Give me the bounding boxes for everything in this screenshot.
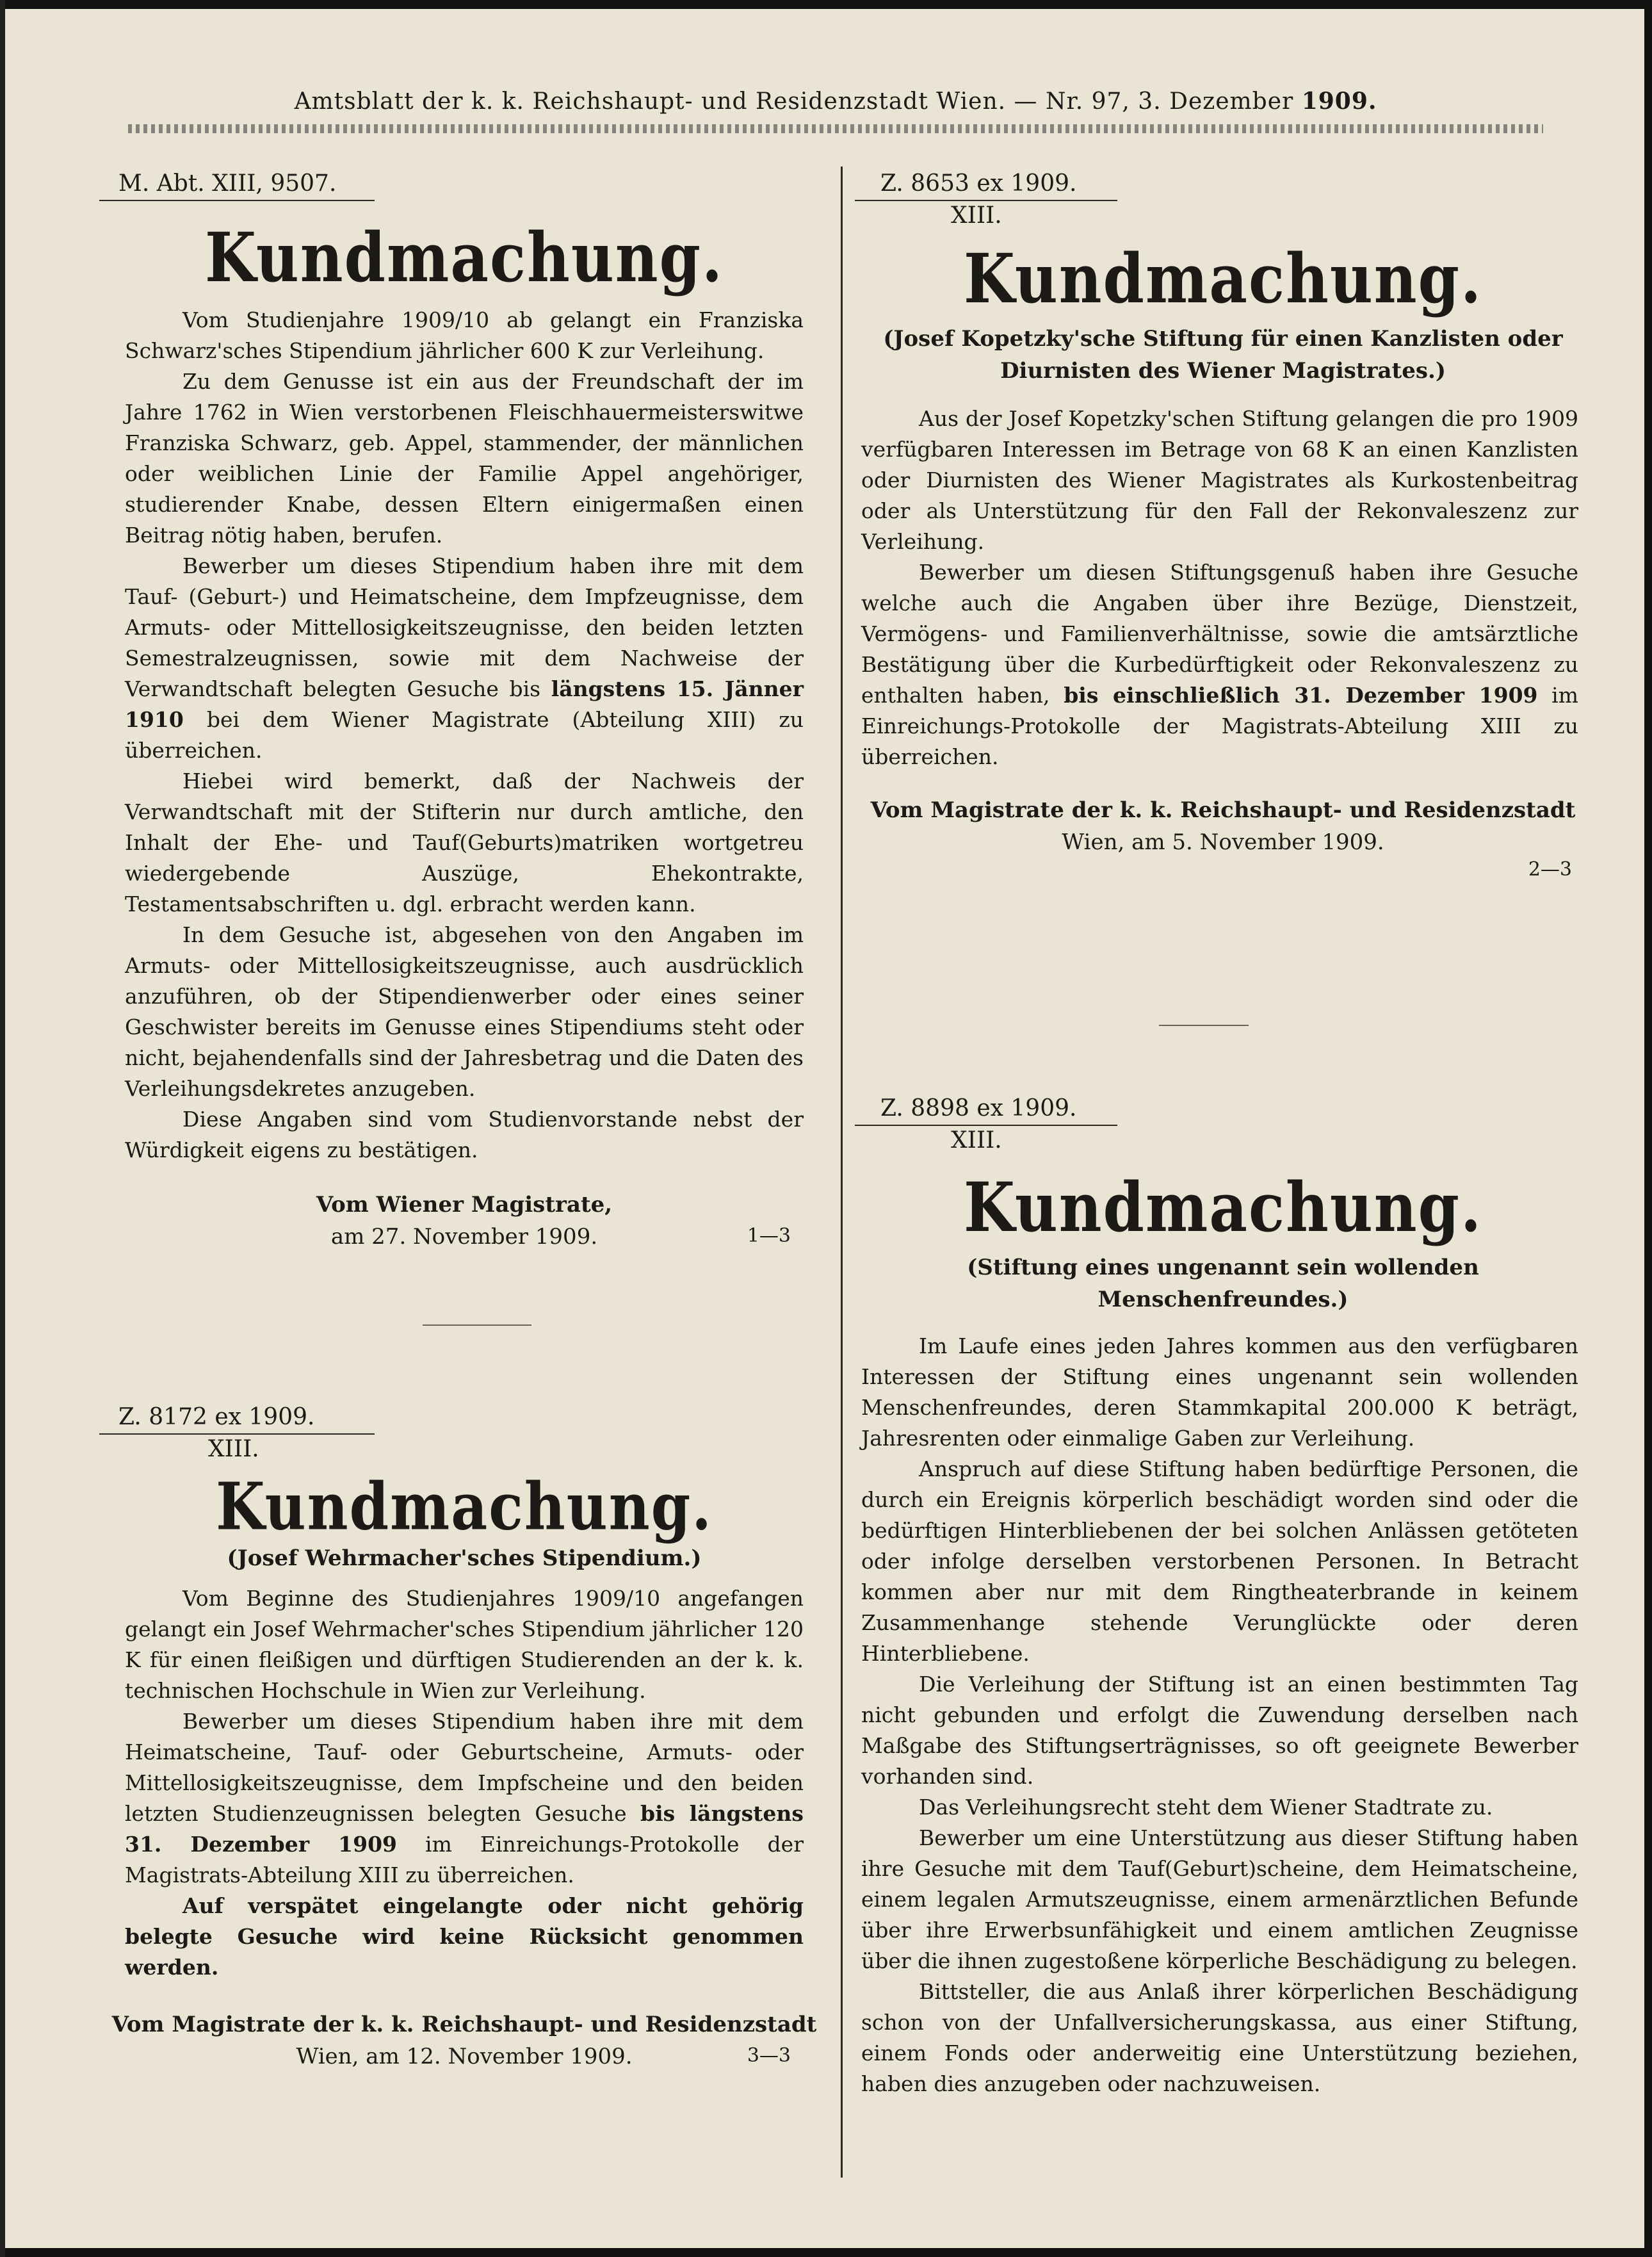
paragraph-text: Bewerber um dieses Stipendium haben ihre mit dem Heimatscheine, Tauf- oder Geburtscheine, Armuts- oder Mittellosigkeitszeugnisse, dem Impfscheine und den beiden letzten Studienzeugnissen belegten Gesuche xyxy=(125,1709,804,1826)
right-notice-1 xyxy=(855,168,1591,884)
notice-department: XIII. xyxy=(951,202,1002,229)
notice-title: Kundmachung. xyxy=(216,1468,713,1545)
notice-date: Wien, am 12. November 1909. xyxy=(296,2044,633,2069)
notice-reference: M. Abt. XIII, 9507. xyxy=(99,168,375,201)
left-notice-1 xyxy=(99,168,829,1253)
notice-department: XIII. xyxy=(208,1436,259,1462)
notice-subtitle: (Stiftung eines ungenannt sein wollenden Menschenfreundes.) xyxy=(967,1255,1479,1312)
emphasized-text: Auf verspätet eingelangte oder nicht gehörig belegte Gesuche wird keine Rücksicht genommen werden. xyxy=(125,1893,804,1980)
paragraph xyxy=(861,557,1578,772)
header-wavy-rule xyxy=(128,124,1543,133)
paragraph-text: Bewerber um dieses Stipendium haben ihre mit dem Tauf- (Geburt-) und Heimatscheine, dem Impfzeugnisse, dem Armuts- oder Mittellosigkeitszeugnisse, den beiden letzten Semestralzeugnissen, sowie mit dem Nachweise der Verwandtschaft belegten Gesuche bis xyxy=(125,553,804,701)
column-divider xyxy=(841,167,843,2178)
scan-border-bottom xyxy=(0,2248,1652,2257)
notice-sequence-number: 3—3 xyxy=(747,2044,791,2067)
paragraph: Bewerber um eine Unterstützung aus dieser Stiftung haben ihre Gesuche mit dem Tauf(Geburt)scheine, dem Heimatscheine, einem legalen Armutszeugnisse, einem armenärztlichen Befunde über ihre Erwerbsunfähigkeit und einem amtlichen Zeugnisse über die ihnen zugestoßene körperliche Beschädigung zu belegen. xyxy=(861,1825,1578,1973)
right-notice-2 xyxy=(855,1093,1591,2099)
notice-subtitle: (Josef Kopetzky'sche Stiftung für einen Kanzlisten oder Diurnisten des Wiener Magistrates.) xyxy=(883,326,1563,384)
paragraph: In dem Gesuche ist, abgesehen von den Angaben im Armuts- oder Mittellosigkeitszeugnisse, auch ausdrücklich anzuführen, ob der Stipendienwerber oder eines seiner Geschwister bereits im Genusse eines Stipendiums steht oder nicht, bejahendenfalls sind der Jahresbetrag und die Daten des Verleihungsdekretes anzugeben. xyxy=(125,922,804,1101)
emphasized-text: bis einschließlich 31. Dezember 1909 xyxy=(1064,683,1538,708)
left-notice-2 xyxy=(99,1401,829,2073)
paragraph xyxy=(125,1891,804,1983)
paragraph xyxy=(125,551,804,766)
notice-body xyxy=(855,403,1591,772)
notice-reference: Z. 8172 ex 1909. xyxy=(99,1401,375,1435)
emphasized-text: bis längstens 31. Dezember 1909 xyxy=(125,1801,804,1857)
notice-reference: Z. 8653 ex 1909. xyxy=(855,168,1117,201)
paragraph: Im Laufe eines jeden Jahres kommen aus den verfügbaren Interessen der Stiftung eines ungenannt sein wollenden Menschenfreundes, deren Stammkapital 200.000 K beträgt, Jahresrenten oder einmalige Gaben zur Verleihung. xyxy=(861,1333,1578,1451)
paragraph: Vom Beginne des Studienjahres 1909/10 angefangen gelangt ein Josef Wehrmacher'sches Stipendium jährlicher 120 K für einen fleißigen und dürftigen Studierenden an der k. k. technischen Hochschule in Wien zur Verleihung. xyxy=(125,1586,804,1703)
notice-sequence-number: 1—3 xyxy=(747,1225,791,1247)
scan-border-right xyxy=(1644,0,1652,2257)
scan-border-left xyxy=(0,0,5,2257)
paragraph-text: im Einreichungs-Protokolle der Magistrats-Abteilung XIII zu überreichen. xyxy=(861,683,1579,769)
separator-rule xyxy=(1159,1025,1249,1026)
paragraph: Aus der Josef Kopetzky'schen Stiftung gelangen die pro 1909 verfügbaren Interessen im Betrage von 68 K an einen Kanzlisten oder Diurnisten des Wiener Magistrates als Kurkostenbeitrag oder als Unterstützung für den Fall der Rekonvaleszenz zur Verleihung. xyxy=(861,406,1578,554)
scan-border-top xyxy=(0,0,1652,9)
paragraph-text: Bewerber um diesen Stiftungsgenuß haben ihre Gesuche welche auch die Angaben über ihre Bezüge, Dienstzeit, Vermögens- und Familienverhältnisse, sowie die amtsärztliche Bestätigung über die Kurbedürftigkeit oder Rekonvaleszenz zu enthalten haben, xyxy=(861,560,1578,708)
header-text: Amtsblatt der k. k. Reichshaupt- und Residenzstadt Wien. — Nr. 97, 3. Dezember xyxy=(294,88,1294,115)
paragraph: Vom Studienjahre 1909/10 ab gelangt ein Franziska Schwarz'sches Stipendium jährlicher 600 K zur Verleihung. xyxy=(125,307,804,363)
separator-rule xyxy=(423,1324,531,1326)
notice-title: Kundmachung. xyxy=(204,217,724,298)
notice-date: am 27. November 1909. xyxy=(330,1224,598,1250)
notice-body xyxy=(99,1583,829,1983)
paragraph: Diese Angaben sind vom Studienvorstande nebst der Würdigkeit eigens zu bestätigen. xyxy=(125,1107,804,1162)
paragraph-text: bei dem Wiener Magistrate (Abteilung XIII) zu überreichen. xyxy=(125,707,804,763)
paragraph: Zu dem Genusse ist ein aus der Freundschaft der im Jahre 1762 in Wien verstorbenen Fleischhauermeisterswitwe Franziska Schwarz, geb. Appel, stammender, der männlichen oder weiblichen Linie der Familie Appel angehöriger, studierender Knabe, dessen Eltern einigermaßen einen Beitrag nötig haben, berufen. xyxy=(125,369,804,548)
paragraph: Hiebei wird bemerkt, daß der Nachweis der Verwandtschaft mit der Stifterin nur durch amtliche, den Inhalt der Ehe- und Tauf(Geburts)matriken wortgetreu wiedergebende Auszüge, Ehekontrakte, Testamentsabschriften u. dgl. erbracht werden kann. xyxy=(125,769,804,917)
header-year: 1909. xyxy=(1301,88,1377,115)
notice-department: XIII. xyxy=(951,1127,1002,1153)
page-header xyxy=(128,82,1543,120)
paragraph xyxy=(125,1706,804,1891)
paragraph: Das Verleihungsrecht steht dem Wiener Stadtrate zu. xyxy=(919,1795,1493,1820)
notice-title: Kundmachung. xyxy=(963,238,1483,319)
notice-date: Wien, am 5. November 1909. xyxy=(1062,829,1384,855)
paragraph: Die Verleihung der Stiftung ist an einen bestimmten Tag nicht gebunden und erfolgt die Zuwendung derselben nach Maßgabe des Stiftungserträgnisses, so oft geeignete Bewerber vorhanden sind. xyxy=(861,1672,1578,1789)
notice-title: Kundmachung. xyxy=(963,1167,1483,1248)
notice-authority: Vom Magistrate der k. k. Reichshaupt- und Residenzstadt xyxy=(111,2012,817,2037)
emphasized-text: längstens 15. Jänner 1910 xyxy=(125,676,804,732)
notice-body xyxy=(855,1331,1591,2099)
notice-authority: Vom Magistrate der k. k. Reichshaupt- und Residenzstadt xyxy=(870,797,1576,823)
paragraph: Bittsteller, die aus Anlaß ihrer körperlichen Beschädigung schon von der Unfallversicherungskassa, aus einer Stiftung, einem Fonds oder anderweitig eine Unterstützung beziehen, haben dies anzugeben oder nachzuweisen. xyxy=(861,1979,1578,2096)
notice-body xyxy=(99,305,829,1166)
notice-subtitle: (Josef Wehrmacher'sches Stipendium.) xyxy=(227,1545,702,1571)
notice-authority: Vom Wiener Magistrate, xyxy=(316,1192,613,1218)
notice-sequence-number: 2—3 xyxy=(1528,858,1572,881)
paragraph-text: im Einreichungs-Protokolle der Magistrats-Abteilung XIII zu überreichen. xyxy=(125,1832,804,1887)
paragraph: Anspruch auf diese Stiftung haben bedürftige Personen, die durch ein Ereignis körperlich beschädigt worden sind oder die bedürftigen Hinterbliebenen der bei solchen Anlässen getöteten oder infolge derselben verstorbenen Personen. In Betracht kommen aber nur mit dem Ringtheaterbrande in keinem Zusammenhange stehende Verunglückte oder deren Hinterbliebene. xyxy=(861,1456,1578,1666)
notice-reference: Z. 8898 ex 1909. xyxy=(855,1093,1117,1126)
